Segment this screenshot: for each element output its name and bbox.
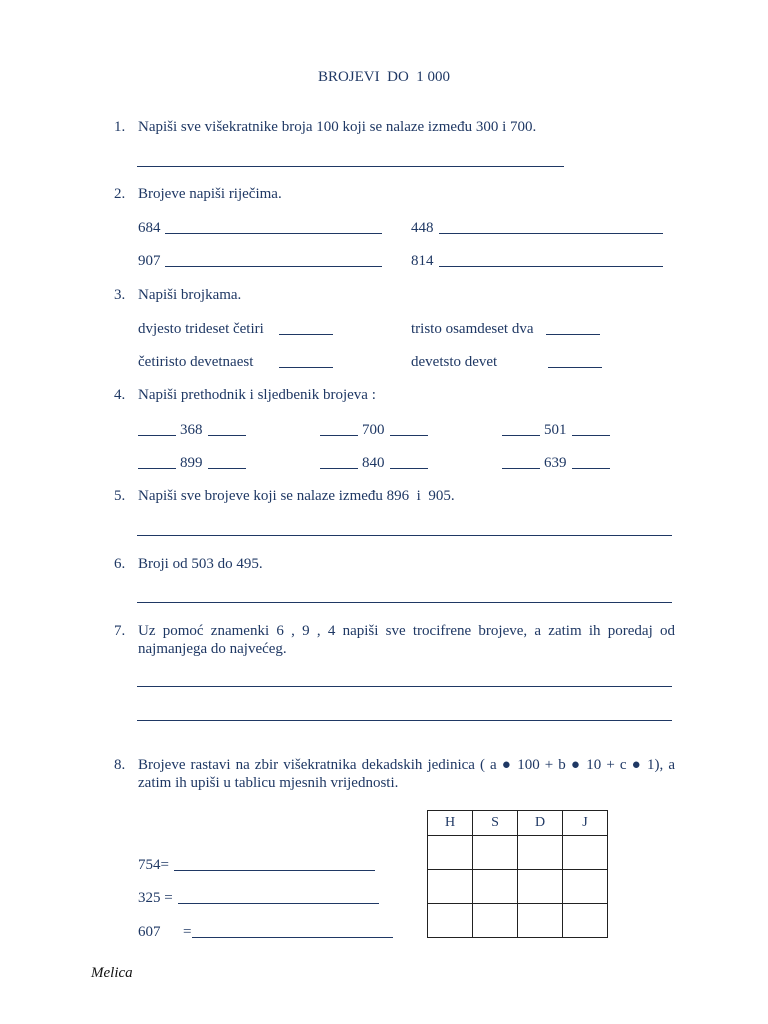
task-2-answer-line[interactable]: [165, 233, 382, 234]
table-cell[interactable]: [563, 904, 608, 938]
table-cell[interactable]: [518, 870, 563, 904]
table-cell[interactable]: [473, 904, 518, 938]
successor-line[interactable]: [572, 468, 610, 469]
task-3-item: dvjesto trideset četiri: [138, 321, 264, 337]
task-5-text: Napiši sve brojeve koji se nalaze između 896 i 905.: [138, 488, 455, 504]
place-value-table: [427, 810, 608, 938]
successor-line[interactable]: [208, 435, 246, 436]
task-4-number-value: 700: [362, 422, 385, 438]
task-3-answer-line[interactable]: [279, 334, 333, 335]
successor-line[interactable]: [390, 468, 428, 469]
task-3-answer-line[interactable]: [279, 367, 333, 368]
task-3-item: četiristo devetnaest: [138, 354, 254, 370]
task-3-number: 3.: [114, 287, 126, 303]
predecessor-line[interactable]: [502, 468, 540, 469]
predecessor-line[interactable]: [320, 435, 358, 436]
table-cell[interactable]: [428, 836, 473, 870]
successor-line[interactable]: [208, 468, 246, 469]
task-7-answer-line[interactable]: [137, 720, 672, 721]
table-cell[interactable]: [563, 870, 608, 904]
table-header-h: H: [428, 811, 473, 836]
predecessor-line[interactable]: [138, 468, 176, 469]
task-6-answer-line[interactable]: [137, 602, 672, 603]
task-2-number: 2.: [114, 186, 126, 202]
table-cell[interactable]: [473, 836, 518, 870]
task-8-item: 754=: [138, 857, 169, 873]
task-7-number: 7.: [114, 623, 126, 639]
task-3-answer-line[interactable]: [546, 334, 600, 335]
task-8-answer-line[interactable]: [192, 937, 393, 938]
predecessor-line[interactable]: [502, 435, 540, 436]
task-4-number-value: 501: [544, 422, 567, 438]
task-4-text: Napiši prethodnik i sljedbenik brojeva :: [138, 387, 376, 403]
task-3-answer-line[interactable]: [548, 367, 602, 368]
task-4-number-value: 899: [180, 455, 203, 471]
task-3-item: tristo osamdeset dva: [411, 321, 534, 337]
task-1-answer-line[interactable]: [137, 166, 564, 167]
task-4-number-value: 840: [362, 455, 385, 471]
table-header-s: S: [473, 811, 518, 836]
table-cell[interactable]: [518, 836, 563, 870]
task-5-number: 5.: [114, 488, 126, 504]
task-4-number-value: 368: [180, 422, 203, 438]
task-8-item: 607 =: [138, 924, 192, 940]
task-2-answer-line[interactable]: [165, 266, 382, 267]
task-2-answer-line[interactable]: [439, 266, 663, 267]
table-cell[interactable]: [473, 870, 518, 904]
task-8-answer-line[interactable]: [174, 870, 375, 871]
task-7-text: Uz pomoć znamenki 6 , 9 , 4 napiši sve trocifrene brojeve, a zatim ih poredaj od najmanjega do najvećeg.: [138, 623, 675, 657]
predecessor-line[interactable]: [138, 435, 176, 436]
table-header-d: D: [518, 811, 563, 836]
successor-line[interactable]: [390, 435, 428, 436]
predecessor-line[interactable]: [320, 468, 358, 469]
task-6-text: Broji od 503 do 495.: [138, 556, 263, 572]
task-2-item: 907: [138, 253, 161, 269]
task-2-item: 448: [411, 220, 434, 236]
task-2-item: 814: [411, 253, 434, 269]
task-2-item: 684: [138, 220, 161, 236]
task-5-answer-line[interactable]: [137, 535, 672, 536]
task-6-number: 6.: [114, 556, 126, 572]
task-8-number: 8.: [114, 757, 126, 773]
task-8-item: 325 =: [138, 890, 173, 906]
table-cell[interactable]: [518, 904, 563, 938]
task-2-text: Brojeve napiši riječima.: [138, 186, 282, 202]
task-2-answer-line[interactable]: [439, 233, 663, 234]
task-3-item: devetsto devet: [411, 354, 498, 370]
page-title: BROJEVI DO 1 000: [317, 69, 451, 85]
task-7-answer-line[interactable]: [137, 686, 672, 687]
task-1-text: Napiši sve višekratnike broja 100 koji se nalaze između 300 i 700.: [138, 119, 537, 135]
task-3-text: Napiši brojkama.: [138, 287, 242, 303]
task-8-answer-line[interactable]: [178, 903, 379, 904]
footer-author: Melica: [91, 965, 133, 981]
task-8-text: Brojeve rastavi na zbir višekratnika dekadskih jedinica ( a ● 100 + b ● 10 + c ● 1), a zatim ih upiši u tablicu mjesnih vrijednosti.: [138, 757, 675, 791]
table-cell[interactable]: [563, 836, 608, 870]
task-4-number: 4.: [114, 387, 126, 403]
table-header-j: J: [563, 811, 608, 836]
successor-line[interactable]: [572, 435, 610, 436]
table-cell[interactable]: [428, 870, 473, 904]
task-1-number: 1.: [114, 119, 126, 135]
table-cell[interactable]: [428, 904, 473, 938]
task-4-number-value: 639: [544, 455, 567, 471]
